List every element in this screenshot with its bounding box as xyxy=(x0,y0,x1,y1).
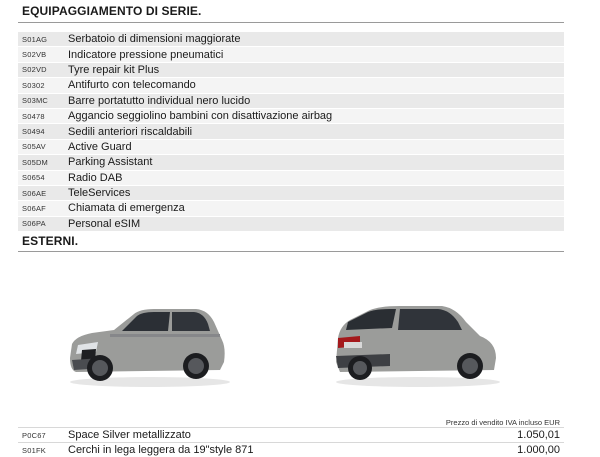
equipment-row xyxy=(18,201,564,216)
equipment-row xyxy=(18,124,564,139)
exterior-options-list xyxy=(18,427,564,457)
option-code: S0494 xyxy=(22,127,45,137)
section-title-standard-equipment: EQUIPAGGIAMENTO DI SERIE. xyxy=(22,4,202,18)
option-code: S01AG xyxy=(22,34,48,44)
option-code: S02VD xyxy=(22,65,47,75)
equipment-row xyxy=(18,109,564,124)
option-code: S0478 xyxy=(22,111,45,121)
equipment-row xyxy=(18,63,564,78)
option-code: S06AE xyxy=(22,188,47,198)
equipment-row xyxy=(18,171,564,186)
car-rear-view-image xyxy=(330,300,502,390)
option-description: Radio DAB xyxy=(68,171,123,184)
option-code: S0654 xyxy=(22,173,45,183)
equipment-row xyxy=(18,78,564,93)
option-description: Antifurto con telecomando xyxy=(68,79,196,92)
option-description: Cerchi in lega leggera da 19"style 871 xyxy=(68,444,254,456)
option-description: Active Guard xyxy=(68,140,132,153)
option-code: P0C67 xyxy=(22,430,46,440)
standard-equipment-list xyxy=(18,32,564,232)
car-front-view-image xyxy=(62,300,232,390)
option-code: S05DM xyxy=(22,157,49,167)
option-code: S02VB xyxy=(22,50,47,60)
option-description: Aggancio seggiolino bambini con disattivazione airbag xyxy=(68,110,333,123)
equipment-row xyxy=(18,47,564,62)
option-code: S06AF xyxy=(22,203,46,213)
option-code: S01FK xyxy=(22,445,46,455)
option-description: Chiamata di emergenza xyxy=(68,202,185,215)
price-column-header: Prezzo di vendito IVA incluso EUR xyxy=(445,418,560,427)
option-description: Space Silver metallizzato xyxy=(68,429,191,441)
option-description: Parking Assistant xyxy=(68,156,153,169)
equipment-row xyxy=(18,186,564,201)
option-code: S0302 xyxy=(22,80,45,90)
option-price: 1.050,01 xyxy=(517,429,560,441)
equipment-row xyxy=(18,94,564,109)
option-description: Tyre repair kit Plus xyxy=(68,63,160,76)
option-code: S05AV xyxy=(22,142,46,152)
equipment-row xyxy=(18,32,564,47)
option-description: Sedili anteriori riscaldabili xyxy=(68,125,193,138)
option-description: TeleServices xyxy=(68,187,131,200)
option-price: 1.000,00 xyxy=(517,444,560,456)
option-description: Serbatoio di dimensioni maggiorate xyxy=(68,33,241,46)
section-divider xyxy=(18,251,564,252)
option-description: Personal eSIM xyxy=(68,217,141,230)
option-description: Indicatore pressione pneumatici xyxy=(68,48,224,61)
exterior-option-row xyxy=(18,427,564,442)
equipment-row xyxy=(18,140,564,155)
section-title-exterior: ESTERNI. xyxy=(22,234,79,248)
section-divider xyxy=(18,22,564,23)
equipment-row xyxy=(18,217,564,232)
option-code: S03MC xyxy=(22,96,49,106)
option-code: S06PA xyxy=(22,219,46,229)
equipment-row xyxy=(18,155,564,170)
option-description: Barre portatutto individual nero lucido xyxy=(68,94,251,107)
